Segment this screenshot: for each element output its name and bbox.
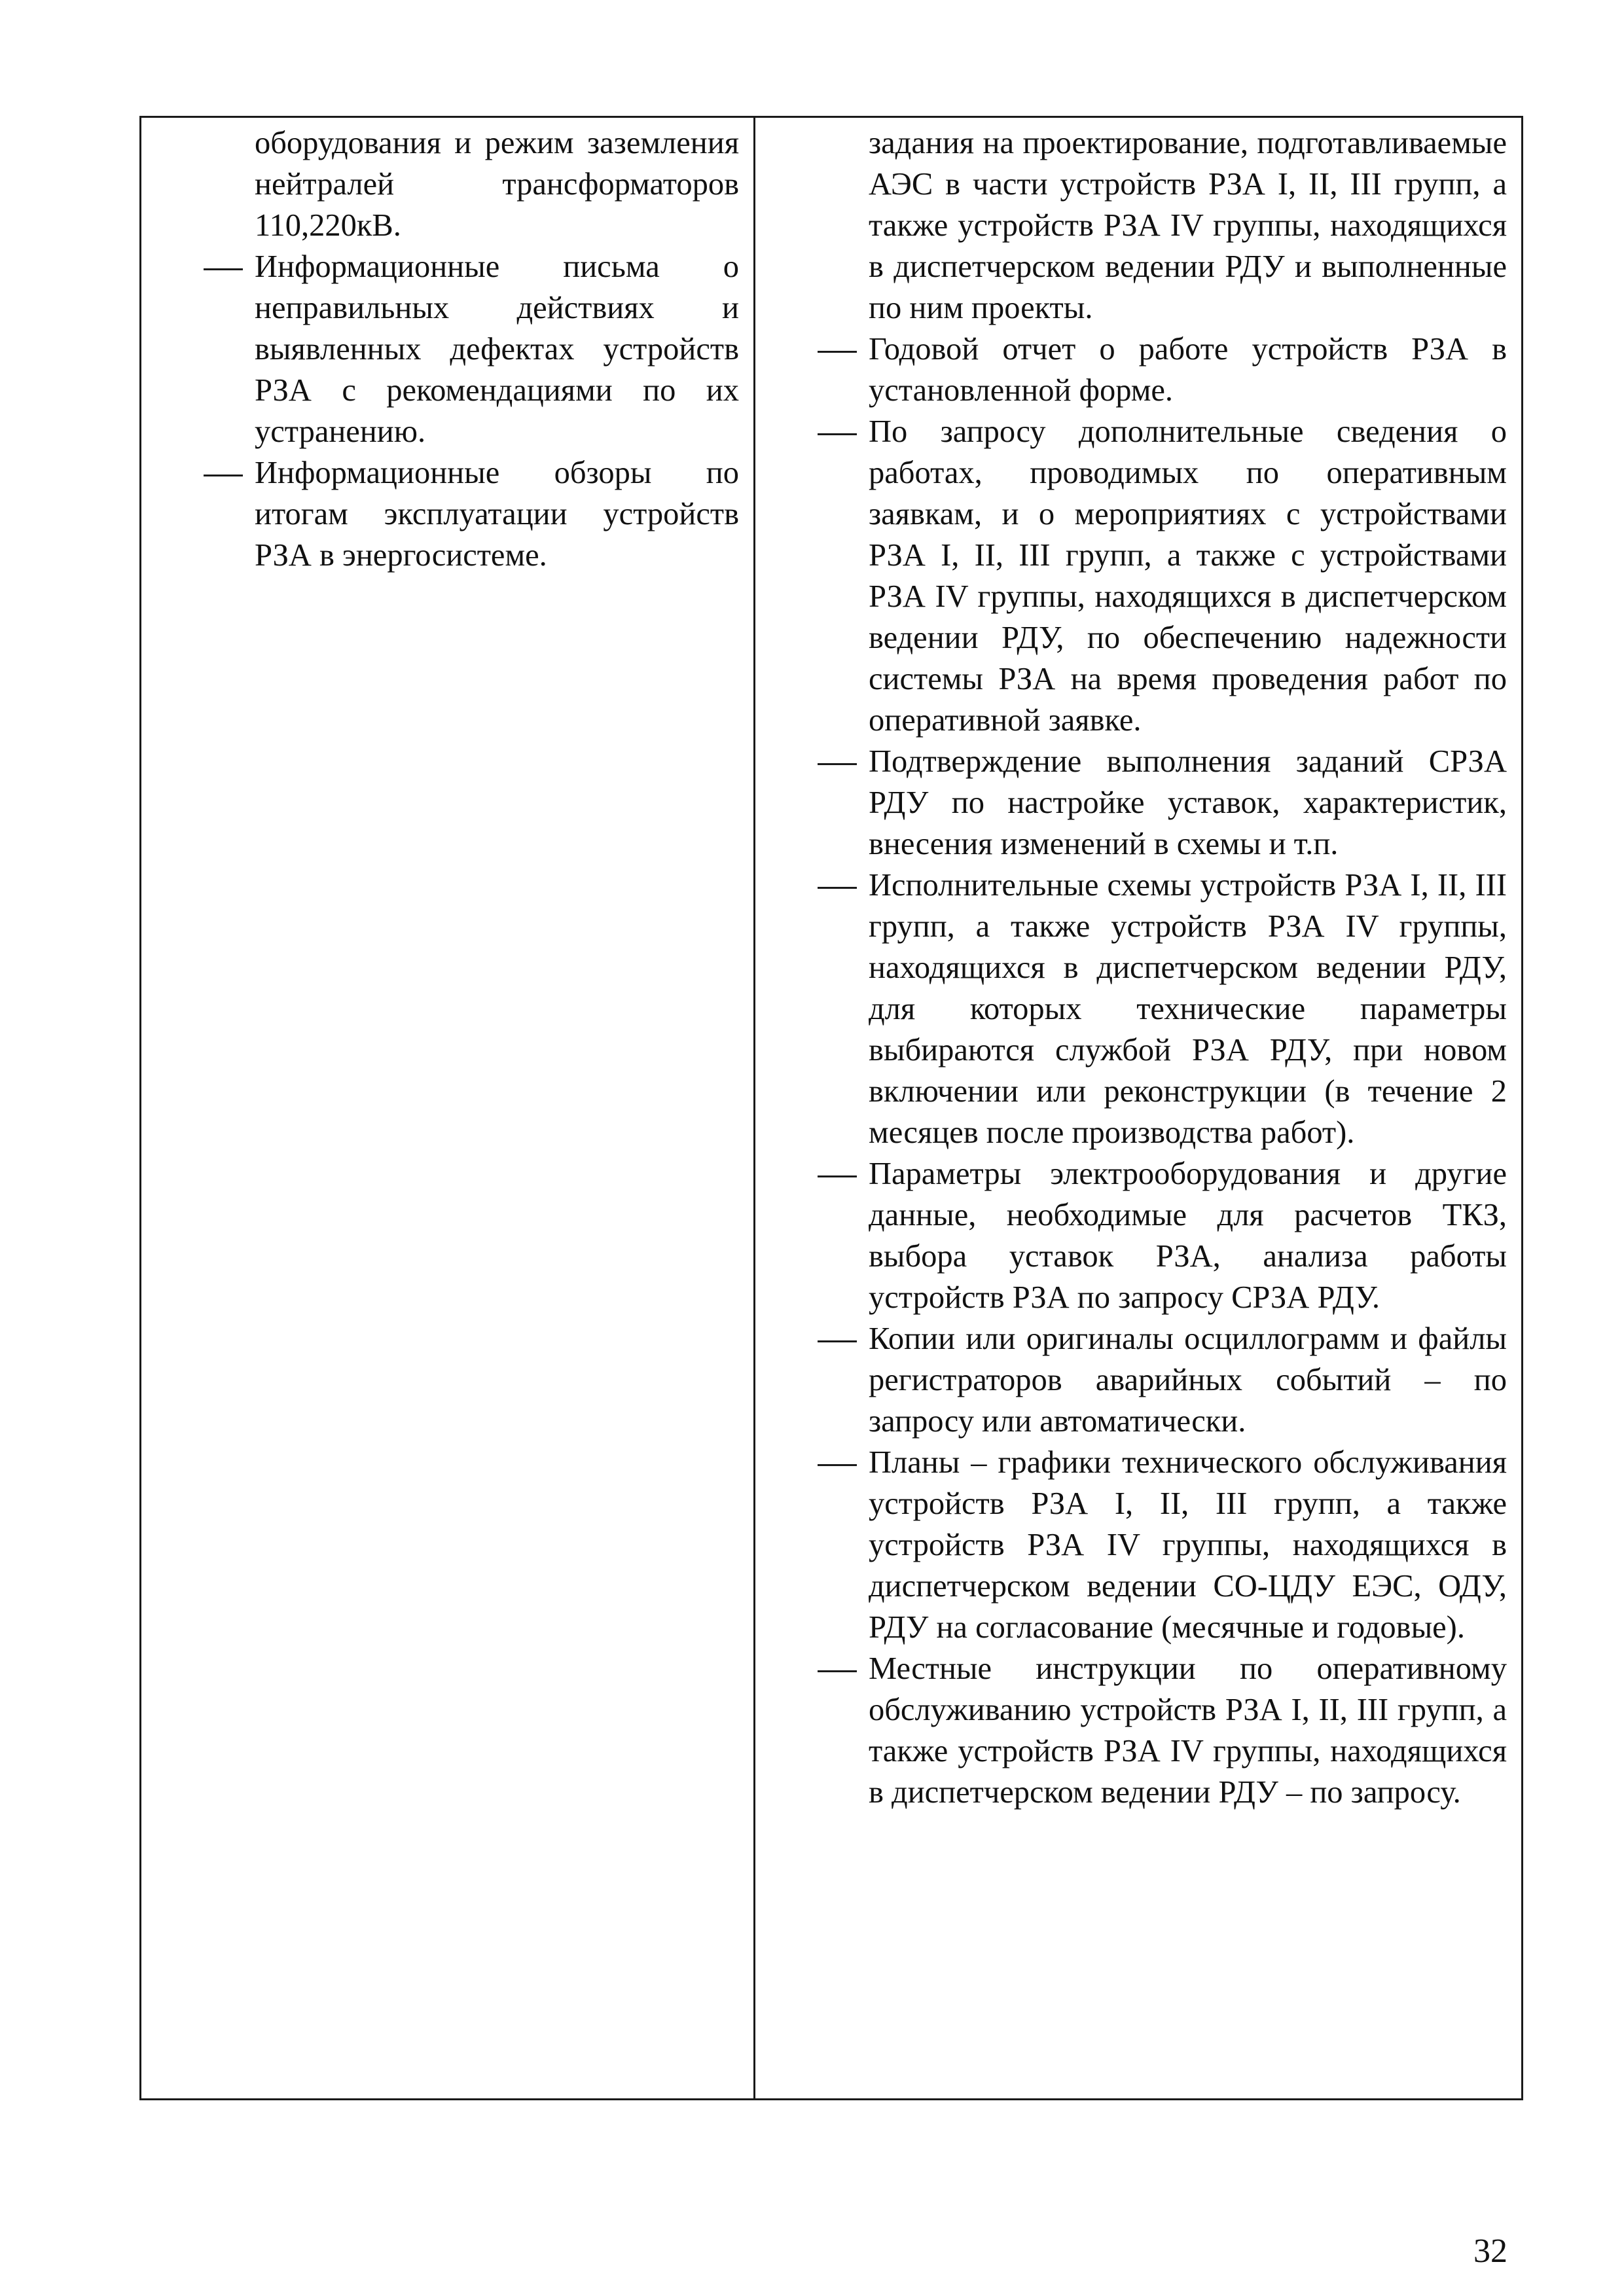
list-item-text: Информационные письма о неправильных действиях и выявленных дефектах устройств РЗА с рекомендациями по их устранению.: [255, 249, 739, 449]
list-item: [869, 329, 1507, 411]
list-item: [869, 865, 1507, 1153]
list-item-text: Планы – графики технического обслуживания устройств РЗА I, II, III групп, а также устройств РЗА IV группы, находящихся в диспетчерском ведении СО-ЦДУ ЕЭС, ОДУ, РДУ на согласование (месячные и годовые).: [869, 1445, 1507, 1645]
list-item: [869, 411, 1507, 741]
list-item-text: Годовой отчет о работе устройств РЗА в установленной форме.: [869, 332, 1507, 408]
right-column: [755, 118, 1521, 2098]
right-continuation-text: задания на проектирование, подготавливаемые АЭС в части устройств РЗА I, II, III групп, а также устройств РЗА IV группы, находящихся в диспетчерском ведении РДУ и выполненные по ним проекты.: [869, 126, 1507, 325]
left-continuation-text: оборудования и режим заземления нейтралей трансформаторов 110,220кВ.: [255, 126, 739, 243]
list-item-text: Подтверждение выполнения заданий СРЗА РДУ по настройке уставок, характеристик, внесения изменений в схемы и т.п.: [869, 744, 1507, 861]
list-item: [869, 1648, 1507, 1813]
list-item-text: По запросу дополнительные сведения о работах, проводимых по оперативным заявкам, и о мероприятиях с устройствами РЗА I, II, III групп, а также с устройствами РЗА IV группы, находящихся в диспетчерском ведении РДУ, по обеспечению надежности системы РЗА на время проведения работ по оперативной заявке.: [869, 414, 1507, 738]
list-item-text: Копии или оригиналы осциллограмм и файлы регистраторов аварийных событий – по запросу или автоматически.: [869, 1321, 1507, 1439]
list-item: [255, 452, 739, 576]
list-item: [869, 1153, 1507, 1318]
list-item-text: Параметры электрооборудования и другие данные, необходимые для расчетов ТКЗ, выбора уставок РЗА, анализа работы устройств РЗА по запросу СРЗА РДУ.: [869, 1157, 1507, 1315]
page-number: 32: [1473, 2233, 1507, 2270]
list-item-text: Исполнительные схемы устройств РЗА I, II, III групп, а также устройств РЗА IV группы, находящихся в диспетчерском ведении РДУ, для которых технические параметры выбираются службой РЗА РДУ, при новом включении или реконструкции (в течение 2 месяцев после производства работ).: [869, 868, 1507, 1150]
list-item: [869, 1442, 1507, 1648]
list-item-text: Местные инструкции по оперативному обслуживанию устройств РЗА I, II, III групп, а также устройств РЗА IV группы, находящихся в диспетчерском ведении РДУ – по запросу.: [869, 1651, 1507, 1810]
document-table: [139, 116, 1523, 2100]
left-column: [141, 118, 755, 2098]
list-item-text: Информационные обзоры по итогам эксплуатации устройств РЗА в энергосистеме.: [255, 456, 739, 573]
list-item: [869, 1318, 1507, 1442]
list-item: [869, 741, 1507, 865]
list-item: [255, 246, 739, 452]
